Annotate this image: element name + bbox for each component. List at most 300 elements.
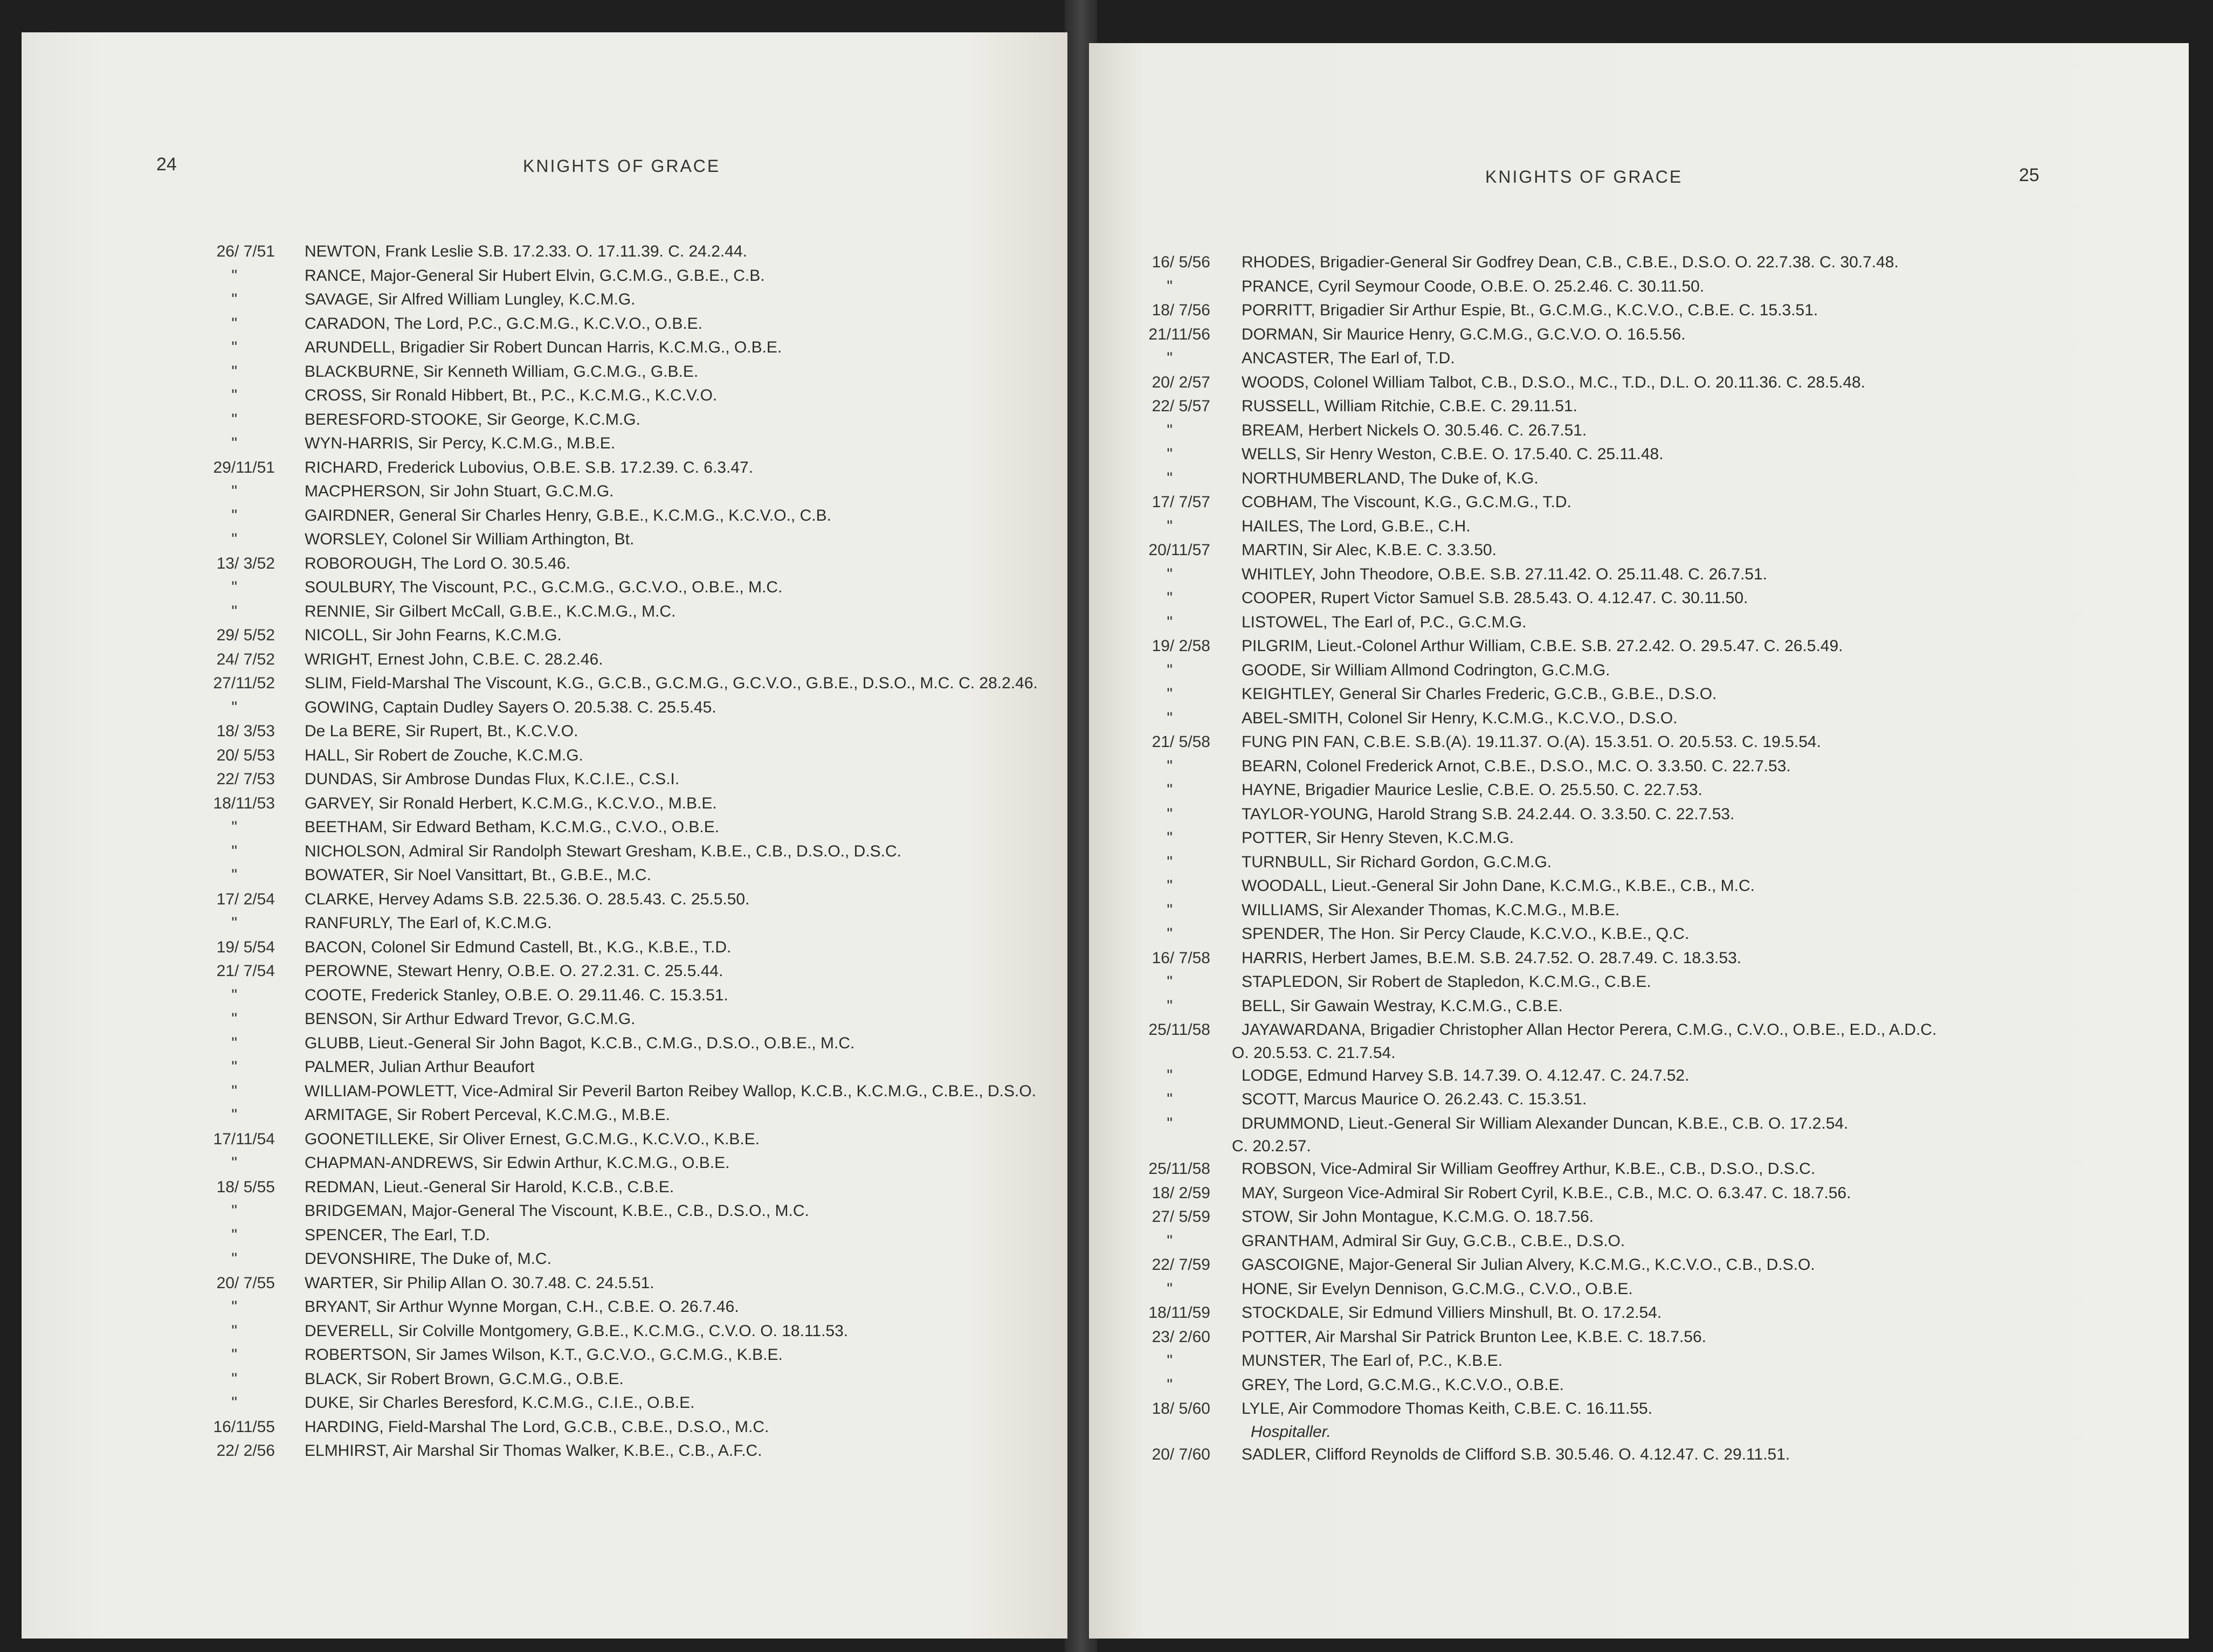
- entry-name: NORTHUMBERLAND, The Duke of, K.G.: [1242, 469, 1539, 487]
- list-item: [162, 1391, 1067, 1415]
- entry-date: 18/11/53: [213, 794, 275, 812]
- entry-date: ": [1167, 445, 1173, 463]
- entry-name: GRANTHAM, Admiral Sir Guy, G.C.B., C.B.E., D.S.O.: [1242, 1232, 1625, 1250]
- entry-name: STAPLEDON, Sir Robert de Stapledon, K.C.M.G., C.B.E.: [1242, 973, 1651, 991]
- entry-name: SPENCER, The Earl, T.D.: [305, 1226, 491, 1244]
- entry-date: 20/11/57: [1148, 541, 1210, 559]
- entry-name: DUNDAS, Sir Ambrose Dundas Flux, K.C.I.E., C.S.I.: [305, 770, 680, 788]
- entry-name: CARADON, The Lord, P.C., G.C.M.G., K.C.V.O., O.B.E.: [305, 314, 703, 333]
- entry-continuation: C. 20.2.57.: [1232, 1137, 1311, 1155]
- list-item: [162, 1367, 1067, 1392]
- entry-date: 19/ 5/54: [216, 938, 275, 956]
- list-item: [1089, 634, 2189, 659]
- list-item: [1089, 851, 2189, 875]
- entry-name: CLARKE, Hervey Adams S.B. 22.5.36. O. 28.5.43. C. 25.5.50.: [305, 890, 750, 908]
- list-item: [1089, 1443, 2189, 1467]
- entry-name: BEARN, Colonel Frederick Arnot, C.B.E., D.S.O., M.C. O. 3.3.50. C. 22.7.53.: [1242, 757, 1791, 775]
- entry-date: 21/ 5/58: [1152, 733, 1210, 751]
- entry-date: 20/ 2/57: [1152, 373, 1210, 391]
- list-item: [1089, 1112, 2189, 1136]
- list-item: [162, 863, 1067, 888]
- entry-name: GOONETILLEKE, Sir Oliver Ernest, G.C.M.G., K.C.V.O., K.B.E.: [305, 1130, 760, 1148]
- entry-date: ": [231, 530, 237, 548]
- list-item: [162, 1439, 1067, 1463]
- entry-name: ABEL-SMITH, Colonel Sir Henry, K.C.M.G., K.C.V.O., D.S.O.: [1242, 709, 1678, 727]
- entry-name: RANCE, Major-General Sir Hubert Elvin, G.C.M.G., G.B.E., C.B.: [305, 266, 765, 285]
- entry-date: ": [231, 1202, 237, 1220]
- entry-date: ": [231, 914, 237, 932]
- list-item: [1089, 611, 2189, 635]
- entry-name: LYLE, Air Commodore Thomas Keith, C.B.E. C. 16.11.55.: [1242, 1400, 1653, 1418]
- entry-date: ": [1167, 925, 1173, 943]
- entry-name: HALL, Sir Robert de Zouche, K.C.M.G.: [305, 746, 583, 764]
- entry-name: FUNG PIN FAN, C.B.E. S.B.(A). 19.11.37. O.(A). 15.3.51. O. 20.5.53. C. 19.5.54.: [1242, 733, 1821, 751]
- entry-name: BENSON, Sir Arthur Edward Trevor, G.C.M.G.: [305, 1010, 636, 1028]
- entry-name: COOPER, Rupert Victor Samuel S.B. 28.5.43. O. 4.12.47. C. 30.11.50.: [1242, 589, 1748, 607]
- list-item: [1089, 1018, 2189, 1042]
- entry-name: WARTER, Sir Philip Allan O. 30.7.48. C. 24.5.51.: [305, 1274, 654, 1292]
- list-item: [162, 1224, 1067, 1248]
- entry-name: De La BERE, Sir Rupert, Bt., K.C.V.O.: [305, 722, 578, 740]
- entry-name: DORMAN, Sir Maurice Henry, G.C.M.G., G.C.V.O. O. 16.5.56.: [1242, 325, 1686, 343]
- list-item: [162, 264, 1067, 288]
- entry-name: SADLER, Clifford Reynolds de Clifford S.B. 30.5.46. O. 4.12.47. C. 29.11.51.: [1242, 1445, 1790, 1463]
- list-item: [162, 1128, 1067, 1152]
- list-item: [162, 432, 1067, 456]
- entry-date: 26/ 7/51: [216, 243, 275, 260]
- entry-date: ": [1167, 589, 1173, 607]
- entry-name: REDMAN, Lieut.-General Sir Harold, K.C.B., C.B.E.: [305, 1178, 674, 1196]
- list-item: [162, 744, 1067, 768]
- list-item: [1089, 1229, 2189, 1254]
- entry-name: BRIDGEMAN, Major-General The Viscount, K.B.E., C.B., D.S.O., M.C.: [305, 1202, 809, 1220]
- entry-name: GREY, The Lord, G.C.M.G., K.C.V.O., O.B.E.: [1242, 1375, 1564, 1394]
- entry-date: ": [1167, 781, 1173, 799]
- list-item: [162, 624, 1067, 648]
- entry-date: ": [1167, 805, 1173, 823]
- list-item: [1089, 490, 2189, 515]
- list-item: [1089, 874, 2189, 898]
- list-item: [1089, 730, 2189, 755]
- list-item: [1089, 443, 2189, 467]
- entry-name: TURNBULL, Sir Richard Gordon, G.C.M.G.: [1242, 853, 1552, 871]
- entry-date: ": [1167, 901, 1173, 919]
- entry-name: PORRITT, Brigadier Sir Arthur Espie, Bt., G.C.M.G., K.C.V.O., C.B.E. C. 15.3.51.: [1242, 301, 1818, 319]
- list-item: [162, 888, 1067, 912]
- entry-date: ": [1167, 685, 1173, 703]
- entry-date: ": [231, 1394, 237, 1412]
- entry-name: WOODS, Colonel William Talbot, C.B., D.S.O., M.C., T.D., D.L. O. 20.11.36. C. 28.5.48.: [1242, 373, 1866, 391]
- entry-name: PALMER, Julian Arthur Beaufort: [305, 1058, 535, 1076]
- entry-date: ": [231, 386, 237, 404]
- list-item: [1089, 515, 2189, 539]
- entry-date: 21/ 7/54: [216, 962, 275, 980]
- entry-name: BELL, Sir Gawain Westray, K.C.M.G., C.B.E.: [1242, 997, 1563, 1015]
- list-item: [162, 360, 1067, 384]
- entry-name: NEWTON, Frank Leslie S.B. 17.2.33. O. 17.11.39. C. 24.2.44.: [305, 243, 747, 260]
- entry-date: 17/ 7/57: [1152, 493, 1210, 511]
- entry-name: WYN-HARRIS, Sir Percy, K.C.M.G., M.B.E.: [305, 434, 616, 452]
- entry-name: GOWING, Captain Dudley Sayers O. 20.5.38. C. 25.5.45.: [305, 698, 716, 716]
- entry-name: BRYANT, Sir Arthur Wynne Morgan, C.H., C.B.E. O. 26.7.46.: [305, 1298, 739, 1316]
- entry-name: GLUBB, Lieut.-General Sir John Bagot, K.C.B., C.M.G., D.S.O., O.B.E., M.C.: [305, 1034, 855, 1052]
- list-item: [162, 312, 1067, 336]
- list-item: [1089, 275, 2189, 299]
- entry-name: GOODE, Sir William Allmond Codrington, G.C.M.G.: [1242, 661, 1610, 679]
- entry-name: HARRIS, Herbert James, B.E.M. S.B. 24.7.52. O. 28.7.49. C. 18.3.53.: [1242, 949, 1742, 967]
- list-item: [1089, 1205, 2189, 1229]
- entry-date: ": [1167, 829, 1173, 847]
- list-item: [1089, 467, 2189, 491]
- entry-date: ": [231, 842, 237, 860]
- entry-date: ": [231, 1250, 237, 1268]
- list-item: [162, 672, 1067, 696]
- entry-date: 29/ 5/52: [216, 626, 275, 644]
- entry-name: TAYLOR-YOUNG, Harold Strang S.B. 24.2.44. O. 3.3.50. C. 22.7.53.: [1242, 805, 1735, 823]
- entry-name: ELMHIRST, Air Marshal Sir Thomas Walker, K.B.E., C.B., A.F.C.: [305, 1442, 762, 1460]
- list-item: [1089, 1373, 2189, 1398]
- entry-name: ROBOROUGH, The Lord O. 30.5.46.: [305, 554, 570, 572]
- entry-date: ": [1167, 1090, 1173, 1108]
- entry-name: CROSS, Sir Ronald Hibbert, Bt., P.C., K.C.M.G., K.C.V.O.: [305, 386, 718, 404]
- entry-date: 23/ 2/60: [1152, 1328, 1210, 1346]
- list-item: [1089, 1277, 2189, 1302]
- entry-date: ": [231, 602, 237, 620]
- entry-date: ": [1167, 1114, 1173, 1132]
- list-item: [162, 1080, 1067, 1104]
- entry-date: 17/11/54: [213, 1130, 275, 1148]
- list-item: [162, 959, 1067, 984]
- entry-date: ": [1167, 661, 1173, 679]
- entry-date: 18/ 2/59: [1152, 1184, 1210, 1202]
- entry-date: 21/11/56: [1148, 325, 1210, 343]
- entry-name: BOWATER, Sir Noel Vansittart, Bt., G.B.E., M.C.: [305, 866, 651, 884]
- entry-date: ": [231, 291, 237, 308]
- entry-date: 18/ 3/53: [216, 722, 275, 740]
- entry-name: POTTER, Sir Henry Steven, K.C.M.G.: [1242, 829, 1514, 847]
- entry-name: COBHAM, The Viscount, K.G., G.C.M.G., T.D.: [1242, 493, 1571, 511]
- entry-date: 18/ 5/60: [1152, 1400, 1210, 1418]
- entry-name: ROBERTSON, Sir James Wilson, K.T., G.C.V.O., G.C.M.G., K.B.E.: [305, 1346, 783, 1364]
- entry-name: GAIRDNER, General Sir Charles Henry, G.B.E., K.C.M.G., K.C.V.O., C.B.: [305, 506, 831, 524]
- entry-date: ": [231, 1010, 237, 1028]
- entry-name: LODGE, Edmund Harvey S.B. 14.7.39. O. 4.12.47. C. 24.7.52.: [1242, 1066, 1690, 1084]
- list-item: [1089, 659, 2189, 683]
- list-item: [162, 720, 1067, 744]
- list-item: [1089, 586, 2189, 611]
- entry-date: ": [1167, 757, 1173, 775]
- list-item: [1089, 1301, 2189, 1325]
- entry-date: 22/ 7/53: [216, 770, 275, 788]
- entry-name: BREAM, Herbert Nickels O. 30.5.46. C. 26.7.51.: [1242, 421, 1587, 439]
- list-item: [1089, 898, 2189, 923]
- entry-date: 22/ 5/57: [1152, 397, 1210, 415]
- entry-name: HAILES, The Lord, G.B.E., C.H.: [1242, 517, 1471, 535]
- entry-name: GARVEY, Sir Ronald Herbert, K.C.M.G., K.C.V.O., M.B.E.: [305, 794, 717, 812]
- entry-name: ARMITAGE, Sir Robert Perceval, K.C.M.G., M.B.E.: [305, 1106, 670, 1124]
- entry-date: ": [1167, 277, 1173, 295]
- entry-list: [1089, 251, 2189, 1467]
- entry-date: 18/ 7/56: [1152, 301, 1210, 319]
- entry-date: ": [231, 314, 237, 333]
- entry-name: LISTOWEL, The Earl of, P.C., G.C.M.G.: [1242, 613, 1527, 631]
- entry-date: ": [1167, 1280, 1173, 1298]
- entry-name: DUKE, Sir Charles Beresford, K.C.M.G., C.I.E., O.B.E.: [305, 1394, 695, 1412]
- list-item: [162, 1055, 1067, 1080]
- list-item: [1089, 1349, 2189, 1373]
- entry-name: BEETHAM, Sir Edward Betham, K.C.M.G., C.V.O., O.B.E.: [305, 818, 720, 836]
- entry-name: SLIM, Field-Marshal The Viscount, K.G., G.C.B., G.C.M.G., G.C.V.O., G.B.E., D.S.O., M.C. C. 28.2.46.: [305, 674, 1038, 692]
- entry-date: ": [1167, 613, 1173, 631]
- entry-name: SAVAGE, Sir Alfred William Lungley, K.C.M.G.: [305, 291, 636, 308]
- entry-date: ": [231, 338, 237, 356]
- list-item: [162, 1176, 1067, 1200]
- list-item: [1089, 371, 2189, 395]
- entry-name: STOCKDALE, Sir Edmund Villiers Minshull, Bt. O. 17.2.54.: [1242, 1304, 1662, 1322]
- entry-name: HAYNE, Brigadier Maurice Leslie, C.B.E. O. 25.5.50. C. 22.7.53.: [1242, 781, 1702, 799]
- list-item: [1089, 419, 2189, 443]
- entry-name: POTTER, Air Marshal Sir Patrick Brunton Lee, K.B.E. C. 18.7.56.: [1242, 1328, 1707, 1346]
- entry-date: 20/ 5/53: [216, 746, 275, 764]
- entry-name: MARTIN, Sir Alec, K.B.E. C. 3.3.50.: [1242, 541, 1497, 559]
- list-item: [162, 1271, 1067, 1296]
- entry-name: COOTE, Frederick Stanley, O.B.E. O. 29.11.46. C. 15.3.51.: [305, 986, 728, 1004]
- entry-name: WOODALL, Lieut.-General Sir John Dane, K.C.M.G., K.B.E., C.B., M.C.: [1242, 877, 1755, 895]
- entry-name: WORSLEY, Colonel Sir William Arthington, Bt.: [305, 530, 635, 548]
- list-item: [1089, 1325, 2189, 1350]
- list-item: [1089, 1157, 2189, 1181]
- entry-date: 13/ 3/52: [216, 554, 275, 572]
- entry-name: RICHARD, Frederick Lubovius, O.B.E. S.B. 17.2.39. C. 6.3.47.: [305, 458, 754, 476]
- list-item: [1089, 1088, 2189, 1112]
- list-item: [1089, 803, 2189, 827]
- entry-date: ": [1167, 997, 1173, 1015]
- entry-name: GASCOIGNE, Major-General Sir Julian Alvery, K.C.M.G., K.C.V.O., C.B., D.S.O.: [1242, 1256, 1815, 1274]
- list-item: [1089, 826, 2189, 851]
- entry-date: ": [231, 266, 237, 285]
- entry-date: 22/ 2/56: [216, 1442, 275, 1460]
- list-item: [162, 528, 1067, 552]
- list-item: [1089, 970, 2189, 994]
- entry-date: 18/ 5/55: [216, 1178, 275, 1196]
- entry-date: 20/ 7/60: [1152, 1445, 1210, 1463]
- entry-date: ": [1167, 1375, 1173, 1394]
- entry-note: Hospitaller.: [1251, 1422, 1331, 1441]
- list-item: [162, 288, 1067, 312]
- entry-date: 18/11/59: [1148, 1304, 1210, 1322]
- entry-date: ": [1167, 877, 1173, 895]
- entry-name: CHAPMAN-ANDREWS, Sir Edwin Arthur, K.C.M.G., O.B.E.: [305, 1154, 730, 1172]
- page-header: KNIGHTS OF GRACE: [1485, 167, 1683, 186]
- list-item: [1089, 755, 2189, 779]
- entry-name: HONE, Sir Evelyn Dennison, G.C.M.G., C.V.O., O.B.E.: [1242, 1280, 1633, 1298]
- page-number: 24: [156, 154, 177, 175]
- list-item: [1089, 682, 2189, 707]
- entry-date: 27/11/52: [213, 674, 275, 692]
- entry-date: ": [231, 1346, 237, 1364]
- list-item: [1089, 778, 2189, 803]
- list-item: [162, 840, 1067, 864]
- list-item: [162, 696, 1067, 720]
- list-item: [162, 648, 1067, 672]
- entry-date: 29/11/51: [213, 458, 275, 476]
- entry-name: MAY, Surgeon Vice-Admiral Sir Robert Cyril, K.B.E., C.B., M.C. O. 6.3.47. C. 18.7.56.: [1242, 1184, 1851, 1202]
- entry-name: DEVONSHIRE, The Duke of, M.C.: [305, 1250, 551, 1268]
- list-item: [162, 936, 1067, 960]
- list-item: [162, 336, 1067, 360]
- entry-name: MACPHERSON, Sir John Stuart, G.C.M.G.: [305, 482, 614, 500]
- list-item: [162, 240, 1067, 264]
- entry-list: [162, 240, 1067, 1463]
- entry-date: ": [1167, 1352, 1173, 1370]
- entry-date: ": [1167, 349, 1173, 367]
- list-item: [1089, 563, 2189, 587]
- entry-date: 16/ 7/58: [1152, 949, 1210, 967]
- entry-date: ": [1167, 421, 1173, 439]
- entry-name: WRIGHT, Ernest John, C.B.E. C. 28.2.46.: [305, 650, 603, 668]
- entry-date: 22/ 7/59: [1152, 1256, 1210, 1274]
- entry-name: BERESFORD-STOOKE, Sir George, K.C.M.G.: [305, 410, 640, 428]
- list-item: [1089, 251, 2189, 275]
- entry-date: ": [231, 866, 237, 884]
- entry-date: ": [231, 1322, 237, 1340]
- entry-date: ": [1167, 1066, 1173, 1084]
- entry-name: NICHOLSON, Admiral Sir Randolph Stewart Gresham, K.B.E., C.B., D.S.O., D.S.C.: [305, 842, 901, 860]
- list-item: [162, 792, 1067, 816]
- entry-name: BACON, Colonel Sir Edmund Castell, Bt., K.G., K.B.E., T.D.: [305, 938, 732, 956]
- entry-date: 27/ 5/59: [1152, 1208, 1210, 1226]
- list-item: [162, 768, 1067, 792]
- entry-name: PEROWNE, Stewart Henry, O.B.E. O. 27.2.31. C. 25.5.44.: [305, 962, 723, 980]
- entry-date: ": [231, 1154, 237, 1172]
- entry-name: DEVERELL, Sir Colville Montgomery, G.B.E., K.C.M.G., C.V.O. O. 18.11.53.: [305, 1322, 849, 1340]
- entry-name: KEIGHTLEY, General Sir Charles Frederic, G.C.B., G.B.E., D.S.O.: [1242, 685, 1717, 703]
- list-item: [162, 1151, 1067, 1176]
- entry-date: ": [231, 1370, 237, 1388]
- list-item: [1089, 538, 2189, 563]
- entry-name: SCOTT, Marcus Maurice O. 26.2.43. C. 15.3.51.: [1242, 1090, 1587, 1108]
- entry-date: 19/ 2/58: [1152, 637, 1210, 655]
- list-item: [1089, 395, 2189, 419]
- entry-name: BLACKBURNE, Sir Kenneth William, G.C.M.G., G.B.E.: [305, 362, 699, 381]
- entry-date: ": [231, 410, 237, 428]
- entry-date: ": [231, 482, 237, 500]
- list-item: [162, 600, 1067, 624]
- list-item: [1089, 1064, 2189, 1088]
- list-item: [162, 911, 1067, 936]
- entry-date: 16/11/55: [213, 1418, 275, 1436]
- list-item: [1089, 323, 2189, 347]
- page-header: KNIGHTS OF GRACE: [523, 156, 721, 176]
- list-item: [162, 384, 1067, 408]
- entry-date: ": [231, 1106, 237, 1124]
- entry-name: MUNSTER, The Earl of, P.C., K.B.E.: [1242, 1352, 1503, 1370]
- list-item: [162, 1295, 1067, 1319]
- list-item: [162, 1415, 1067, 1440]
- entry-date: ": [231, 506, 237, 524]
- entry-date: 20/ 7/55: [216, 1274, 275, 1292]
- entry-name: RENNIE, Sir Gilbert McCall, G.B.E., K.C.M.G., M.C.: [305, 602, 676, 620]
- list-item: [1089, 707, 2189, 731]
- entry-date: ": [231, 578, 237, 596]
- entry-date: ": [231, 434, 237, 452]
- entry-name: ARUNDELL, Brigadier Sir Robert Duncan Harris, K.C.M.G., O.B.E.: [305, 338, 782, 356]
- list-item: [1089, 1181, 2189, 1206]
- entry-date: ": [231, 698, 237, 716]
- entry-date: ": [1167, 517, 1173, 535]
- entry-name: PRANCE, Cyril Seymour Coode, O.B.E. O. 25.2.46. C. 30.11.50.: [1242, 277, 1705, 295]
- entry-date: 24/ 7/52: [216, 650, 275, 668]
- entry-date: ": [231, 818, 237, 836]
- entry-date: 25/11/58: [1148, 1021, 1210, 1039]
- left-page: [22, 32, 1067, 1639]
- entry-name: SPENDER, The Hon. Sir Percy Claude, K.C.V.O., K.B.E., Q.C.: [1242, 925, 1690, 943]
- entry-name: SOULBURY, The Viscount, P.C., G.C.M.G., G.C.V.O., O.B.E., M.C.: [305, 578, 783, 596]
- list-item: [162, 984, 1067, 1008]
- list-item: [162, 552, 1067, 576]
- entry-date: ": [231, 986, 237, 1004]
- entry-name: RHODES, Brigadier-General Sir Godfrey Dean, C.B., C.B.E., D.S.O. O. 22.7.38. C. 30.7.48.: [1242, 253, 1899, 271]
- list-item: [162, 408, 1067, 432]
- entry-name: RUSSELL, William Ritchie, C.B.E. C. 29.11.51.: [1242, 397, 1577, 415]
- entry-date: ": [231, 362, 237, 381]
- entry-continuation: O. 20.5.53. C. 21.7.54.: [1232, 1043, 1396, 1062]
- list-item: [162, 1032, 1067, 1056]
- list-item: [162, 1007, 1067, 1032]
- entry-date: ": [231, 1082, 237, 1100]
- entry-date: ": [1167, 565, 1173, 583]
- list-item: [1089, 347, 2189, 371]
- right-page: [1089, 43, 2189, 1639]
- entry-name: ROBSON, Vice-Admiral Sir William Geoffrey Arthur, K.B.E., C.B., D.S.O., D.S.C.: [1242, 1160, 1816, 1178]
- list-item: [1089, 946, 2189, 971]
- entry-date: ": [231, 1226, 237, 1244]
- list-item: [162, 480, 1067, 504]
- entry-date: ": [231, 1298, 237, 1316]
- entry-date: 17/ 2/54: [216, 890, 275, 908]
- list-item: [162, 1343, 1067, 1367]
- list-item: [162, 576, 1067, 600]
- entry-name: JAYAWARDANA, Brigadier Christopher Allan Hector Perera, C.M.G., C.V.O., O.B.E., E.D., A.D.C.: [1242, 1021, 1937, 1039]
- entry-name: WILLIAMS, Sir Alexander Thomas, K.C.M.G., M.B.E.: [1242, 901, 1620, 919]
- entry-date: ": [1167, 469, 1173, 487]
- entry-date: ": [1167, 1232, 1173, 1250]
- entry-name: WELLS, Sir Henry Weston, C.B.E. O. 17.5.40. C. 25.11.48.: [1242, 445, 1664, 463]
- list-item: [1089, 1397, 2189, 1421]
- entry-name: WHITLEY, John Theodore, O.B.E. S.B. 27.11.42. O. 25.11.48. C. 26.7.51.: [1242, 565, 1768, 583]
- list-item: [162, 1103, 1067, 1128]
- list-item: [1089, 922, 2189, 946]
- entry-date: 16/ 5/56: [1152, 253, 1210, 271]
- list-item: [162, 1199, 1067, 1224]
- entry-name: DRUMMOND, Lieut.-General Sir William Alexander Duncan, K.B.E., C.B. O. 17.2.54.: [1242, 1114, 1849, 1132]
- list-item: [162, 815, 1067, 840]
- entry-name: WILLIAM-POWLETT, Vice-Admiral Sir Peveril Barton Reibey Wallop, K.C.B., K.C.M.G., C.B.E., D.S.O.: [305, 1082, 1037, 1100]
- entry-date: ": [231, 1058, 237, 1076]
- entry-name: ANCASTER, The Earl of, T.D.: [1242, 349, 1455, 367]
- page-number: 25: [2019, 165, 2039, 185]
- entry-name: PILGRIM, Lieut.-Colonel Arthur William, C.B.E. S.B. 27.2.42. O. 29.5.47. C. 26.5.49.: [1242, 637, 1843, 655]
- entry-date: ": [1167, 973, 1173, 991]
- list-item: [162, 504, 1067, 528]
- entry-date: ": [231, 1034, 237, 1052]
- entry-name: RANFURLY, The Earl of, K.C.M.G.: [305, 914, 552, 932]
- entry-name: NICOLL, Sir John Fearns, K.C.M.G.: [305, 626, 562, 644]
- list-item: [1089, 994, 2189, 1019]
- list-item: [162, 1319, 1067, 1344]
- entry-date: ": [1167, 853, 1173, 871]
- list-item: [162, 456, 1067, 480]
